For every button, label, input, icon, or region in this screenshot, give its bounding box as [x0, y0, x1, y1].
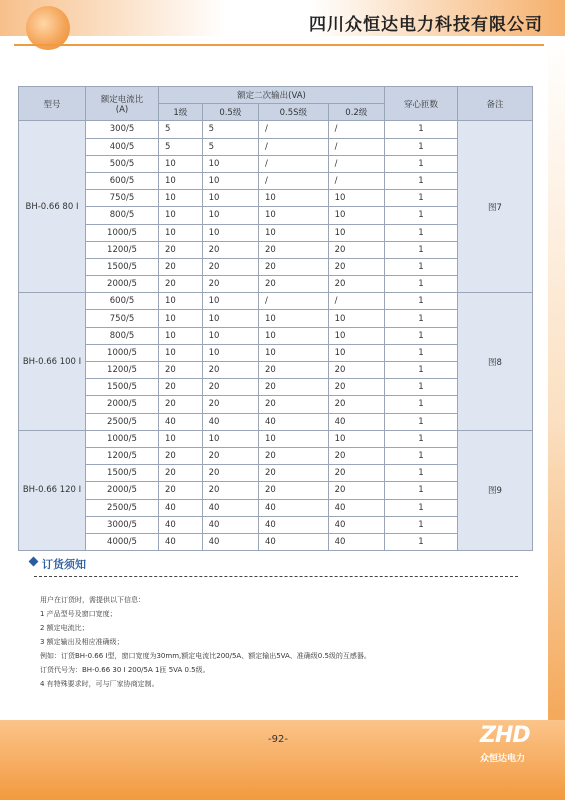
turns-cell: 1: [385, 207, 458, 224]
table-row: [19, 207, 533, 224]
output-cell: /: [259, 155, 329, 172]
order-note-line: 2 额定电流比；: [40, 624, 89, 632]
turns-cell: 1: [385, 224, 458, 241]
output-cell: 5: [202, 138, 258, 155]
page-number: -92-: [268, 734, 288, 745]
table-row: [19, 190, 533, 207]
output-cell: 40: [328, 516, 384, 533]
output-cell: 20: [159, 482, 203, 499]
output-cell: 20: [328, 465, 384, 482]
table-row: [19, 344, 533, 361]
turns-cell: 1: [385, 190, 458, 207]
output-cell: 10: [159, 344, 203, 361]
ratio-cell: 500/5: [86, 155, 159, 172]
output-cell: 20: [202, 465, 258, 482]
ratio-cell: 600/5: [86, 172, 159, 189]
output-cell: 40: [159, 499, 203, 516]
ratio-cell: 2000/5: [86, 276, 159, 293]
logo-mark: ZHD: [480, 723, 530, 748]
table-row: [19, 362, 533, 379]
output-cell: 40: [328, 413, 384, 430]
output-cell: 40: [328, 533, 384, 550]
table-row: [19, 138, 533, 155]
output-cell: 40: [202, 533, 258, 550]
output-cell: 40: [259, 533, 329, 550]
output-cell: 20: [328, 396, 384, 413]
ratio-cell: 2500/5: [86, 413, 159, 430]
output-cell: 20: [328, 447, 384, 464]
header-note: 备注: [458, 87, 533, 121]
output-cell: 10: [328, 310, 384, 327]
turns-cell: 1: [385, 172, 458, 189]
output-cell: /: [259, 138, 329, 155]
spec-table: [18, 86, 533, 551]
ratio-cell: 2000/5: [86, 396, 159, 413]
output-cell: 10: [202, 344, 258, 361]
output-cell: 10: [202, 155, 258, 172]
table-row: [19, 258, 533, 275]
output-cell: 20: [328, 379, 384, 396]
output-cell: /: [328, 138, 384, 155]
output-cell: 10: [159, 207, 203, 224]
turns-cell: 1: [385, 293, 458, 310]
turns-cell: 1: [385, 344, 458, 361]
output-cell: /: [328, 293, 384, 310]
output-cell: 10: [159, 155, 203, 172]
turns-cell: 1: [385, 121, 458, 138]
table-row: [19, 413, 533, 430]
model-cell: BH-0.66 120 I: [19, 430, 86, 550]
output-cell: 10: [328, 207, 384, 224]
output-cell: 40: [328, 499, 384, 516]
turns-cell: 1: [385, 379, 458, 396]
turns-cell: 1: [385, 310, 458, 327]
output-cell: 20: [328, 482, 384, 499]
output-cell: 20: [259, 276, 329, 293]
table-row: [19, 327, 533, 344]
note-cell: 图8: [458, 293, 533, 431]
output-cell: 20: [259, 447, 329, 464]
output-cell: 10: [328, 430, 384, 447]
table-row: [19, 121, 533, 138]
table-row: [19, 172, 533, 189]
output-cell: 20: [259, 482, 329, 499]
ratio-cell: 1500/5: [86, 465, 159, 482]
output-cell: 40: [159, 516, 203, 533]
ratio-cell: 2500/5: [86, 499, 159, 516]
output-cell: 40: [202, 499, 258, 516]
ratio-cell: 800/5: [86, 207, 159, 224]
output-cell: 10: [159, 190, 203, 207]
table-row: [19, 379, 533, 396]
dashed-divider: [34, 576, 518, 577]
turns-cell: 1: [385, 362, 458, 379]
table-row: [19, 224, 533, 241]
header-class-05: 0.5级: [202, 104, 258, 121]
brand-logo: [480, 723, 540, 767]
output-cell: 20: [202, 276, 258, 293]
order-title: 订货须知: [42, 558, 86, 571]
turns-cell: 1: [385, 396, 458, 413]
model-cell: BH-0.66 100 I: [19, 293, 86, 431]
turns-cell: 1: [385, 155, 458, 172]
turns-cell: 1: [385, 430, 458, 447]
diamond-bullet-icon: [29, 557, 39, 567]
turns-cell: 1: [385, 276, 458, 293]
output-cell: 10: [159, 327, 203, 344]
turns-cell: 1: [385, 533, 458, 550]
output-cell: 10: [202, 293, 258, 310]
table-row: [19, 396, 533, 413]
ratio-cell: 4000/5: [86, 533, 159, 550]
table-row: [19, 241, 533, 258]
logo-name: 众恒达电力: [480, 754, 526, 764]
output-cell: 40: [259, 499, 329, 516]
table-row: [19, 276, 533, 293]
output-cell: 20: [159, 447, 203, 464]
header-ratio: 额定电流比 (A): [86, 87, 159, 121]
output-cell: 10: [202, 207, 258, 224]
header-output: 额定二次输出(VA): [159, 87, 385, 104]
ratio-cell: 800/5: [86, 327, 159, 344]
header-class-1: 1级: [159, 104, 203, 121]
output-cell: /: [328, 155, 384, 172]
output-cell: 20: [259, 379, 329, 396]
output-cell: /: [259, 293, 329, 310]
output-cell: 10: [159, 293, 203, 310]
output-cell: 20: [202, 379, 258, 396]
company-name: 四川众恒达电力科技有限公司: [309, 15, 543, 35]
output-cell: 20: [202, 396, 258, 413]
table-row: [19, 533, 533, 550]
ratio-cell: 750/5: [86, 190, 159, 207]
output-cell: 10: [202, 172, 258, 189]
turns-cell: 1: [385, 138, 458, 155]
order-note-line: 4 有特殊要求时，可与厂家协商定制。: [40, 680, 159, 688]
ratio-cell: 1000/5: [86, 224, 159, 241]
output-cell: 20: [259, 396, 329, 413]
ratio-cell: 400/5: [86, 138, 159, 155]
output-cell: 40: [159, 413, 203, 430]
output-cell: 20: [159, 396, 203, 413]
output-cell: 20: [202, 447, 258, 464]
output-cell: 20: [159, 241, 203, 258]
order-notes: [40, 593, 371, 691]
output-cell: 20: [259, 258, 329, 275]
output-cell: 10: [328, 224, 384, 241]
table-row: [19, 499, 533, 516]
order-note-line: 3 额定输出及相应准确级；: [40, 638, 124, 646]
output-cell: 20: [328, 362, 384, 379]
order-note-line: 1 产品型号及窗口宽度；: [40, 610, 117, 618]
ratio-cell: 2000/5: [86, 482, 159, 499]
table-row: [19, 447, 533, 464]
output-cell: 20: [202, 258, 258, 275]
output-cell: /: [259, 121, 329, 138]
ratio-cell: 1500/5: [86, 258, 159, 275]
note-cell: 图9: [458, 430, 533, 550]
turns-cell: 1: [385, 465, 458, 482]
output-cell: 20: [259, 241, 329, 258]
header-model: 型号: [19, 87, 86, 121]
output-cell: 10: [159, 430, 203, 447]
order-note-line: 订货代号为：BH-0.66 30 I 200/5A 1匝 5VA 0.5级。: [40, 666, 210, 674]
output-cell: 20: [159, 258, 203, 275]
output-cell: 10: [328, 190, 384, 207]
output-cell: 10: [259, 430, 329, 447]
header-class-02: 0.2级: [328, 104, 384, 121]
output-cell: 5: [202, 121, 258, 138]
output-cell: 10: [202, 190, 258, 207]
output-cell: 10: [202, 430, 258, 447]
ratio-cell: 1000/5: [86, 430, 159, 447]
table-row: [19, 430, 533, 447]
output-cell: 20: [159, 465, 203, 482]
turns-cell: 1: [385, 327, 458, 344]
output-cell: 10: [259, 207, 329, 224]
output-cell: 20: [159, 362, 203, 379]
output-cell: 20: [259, 465, 329, 482]
note-cell: 图7: [458, 121, 533, 293]
output-cell: 20: [159, 379, 203, 396]
output-cell: 10: [202, 310, 258, 327]
output-cell: /: [328, 121, 384, 138]
output-cell: 20: [259, 362, 329, 379]
output-cell: 5: [159, 138, 203, 155]
ratio-cell: 300/5: [86, 121, 159, 138]
table-row: [19, 293, 533, 310]
output-cell: 5: [159, 121, 203, 138]
order-note-line: 用户在订货时，需提供以下信息：: [40, 596, 145, 604]
output-cell: 10: [259, 224, 329, 241]
header-turns: 穿心匝数: [385, 87, 458, 121]
table-row: [19, 465, 533, 482]
output-cell: 10: [328, 327, 384, 344]
table-row: [19, 310, 533, 327]
turns-cell: 1: [385, 413, 458, 430]
turns-cell: 1: [385, 516, 458, 533]
ratio-cell: 750/5: [86, 310, 159, 327]
output-cell: 40: [202, 413, 258, 430]
turns-cell: 1: [385, 447, 458, 464]
turns-cell: 1: [385, 499, 458, 516]
output-cell: 20: [159, 276, 203, 293]
output-cell: 40: [259, 516, 329, 533]
ratio-cell: 1200/5: [86, 241, 159, 258]
output-cell: 20: [328, 258, 384, 275]
ratio-cell: 1200/5: [86, 362, 159, 379]
output-cell: /: [328, 172, 384, 189]
header-divider: [14, 44, 544, 46]
turns-cell: 1: [385, 241, 458, 258]
output-cell: 10: [159, 172, 203, 189]
ratio-cell: 1000/5: [86, 344, 159, 361]
output-cell: 20: [328, 276, 384, 293]
turns-cell: 1: [385, 482, 458, 499]
output-cell: 40: [159, 533, 203, 550]
output-cell: 10: [159, 310, 203, 327]
side-band: [548, 36, 565, 800]
output-cell: 10: [259, 310, 329, 327]
output-cell: 40: [259, 413, 329, 430]
ratio-cell: 600/5: [86, 293, 159, 310]
output-cell: 10: [202, 327, 258, 344]
ratio-cell: 3000/5: [86, 516, 159, 533]
output-cell: 10: [159, 224, 203, 241]
output-cell: /: [259, 172, 329, 189]
output-cell: 10: [259, 327, 329, 344]
output-cell: 10: [259, 344, 329, 361]
output-cell: 10: [202, 224, 258, 241]
table-row: [19, 155, 533, 172]
output-cell: 20: [202, 362, 258, 379]
output-cell: 10: [259, 190, 329, 207]
output-cell: 20: [202, 482, 258, 499]
output-cell: 20: [328, 241, 384, 258]
output-cell: 10: [328, 344, 384, 361]
order-note-line: 例如：订货BH-0.66 I型，窗口宽度为30mm,额定电流比200/5A、额定输出5VA、准确级0.5级的互感器。: [40, 652, 371, 660]
table-row: [19, 516, 533, 533]
model-cell: BH-0.66 80 I: [19, 121, 86, 293]
ratio-cell: 1500/5: [86, 379, 159, 396]
turns-cell: 1: [385, 258, 458, 275]
header-class-05s: 0.5S级: [259, 104, 329, 121]
output-cell: 40: [202, 516, 258, 533]
table-row: [19, 482, 533, 499]
ratio-cell: 1200/5: [86, 447, 159, 464]
output-cell: 20: [202, 241, 258, 258]
